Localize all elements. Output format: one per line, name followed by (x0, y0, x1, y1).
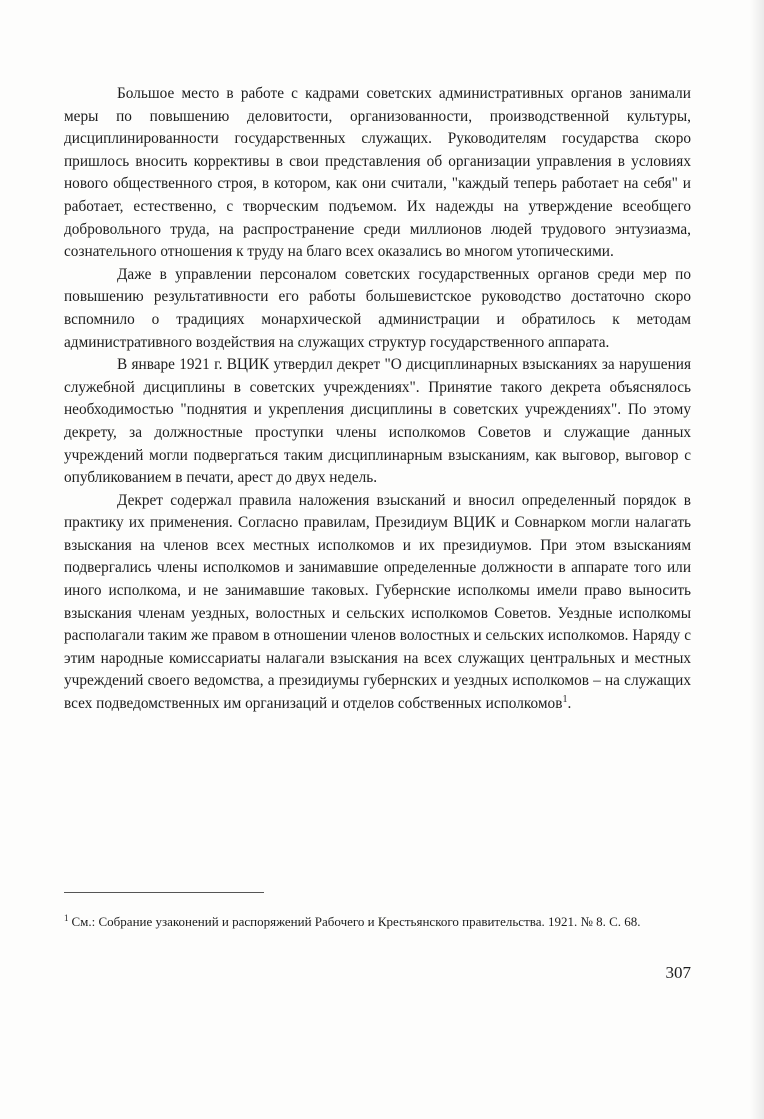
paragraph-3: В январе 1921 г. ВЦИК утвердил декрет "О дисциплинарных взысканиях за нарушения служебной дисциплины в советских учреждениях". Принятие такого декрета объяснялось необходимостью "поднятия и укрепления дисциплины в советских учреждениях". По этому декрету, за должностные проступки члены исполкомов Советов и служащие данных учреждений могли подвергаться таким дисциплинарным взысканиям, как выговор, выговор с опубликованием в печати, арест до двух недель. (64, 356, 691, 487)
main-text (64, 83, 691, 716)
paragraph-4-text: Декрет содержал правила наложения взысканий и вносил определенный порядок в практику их применения. Согласно правилам, Президиум ВЦИК и Совнарком могли налагать взыскания на членов всех местных исполкомов и их президиумов. При этом взысканиям подвергались члены исполкомов и занимавшие определенные должности в аппарате того или иного исполкома, и не занимавшие таковых. Губернские исполкомы имели право выносить взыскания членам уездных, волостных и сельских исполкомов Советов. Уездные исполкомы располагали таким же правом в отношении членов волостных и сельских исполкомов. Наряду с этим народные комиссариаты налагали взыскания на всех служащих центральных и местных учреждений своего ведомства, а президиумы губернских и уездных исполкомов – на служащих всех подведомственных им организаций и отделов собственных исполкомов (64, 491, 691, 713)
footnote (64, 911, 691, 932)
paragraph-1: Большое место в работе с кадрами советских административных органов занимали меры по повышению деловитости, организованности, производственной культуры, дисциплинированности государственных служащих. Руководителям государства скоро пришлось вносить коррективы в свои представления об организации управления в условиях нового общественного строя, в котором, как они считали, "каждый теперь работает на себя" и работает, естественно, с творческим подъемом. Их надежды на утверждение всеобщего добровольного труда, на распространение среди миллионов людей трудового энтузиазма, сознательного отношения к труду на благо всех оказались во многом утопическими. (64, 85, 691, 261)
page-number: 307 (665, 963, 691, 982)
page-edge-shadow (750, 0, 764, 1119)
paragraph-2: Даже в управлении персоналом советских государственных органов среди мер по повышению результативности его работы большевистское руководство достаточно скоро вспомнило о традициях монархической администрации и обратилось к методам административного воздействия на служащих структур государственного аппарата. (64, 265, 691, 351)
paragraph-4: Декрет содержал правила наложения взысканий и вносил определенный порядок в практику их применения. Согласно правилам, Президиум ВЦИК и Совнарком могли налагать взыскания на членов всех местных исполкомов и их президиумов. При этом взысканиям подвергались члены исполкомов и занимавшие определенные должности в аппарате того или иного исполкома, и не занимавшие таковых. Губернские исполкомы имели право выносить взыскания членам уездных, волостных и сельских исполкомов Советов. Уездные исполкомы располагали таким же правом в отношении членов волостных и сельских исполкомов. Наряду с этим народные комиссариаты налагали взыскания на всех служащих центральных и местных учреждений своего ведомства, а президиумы губернских и уездных исполкомов – на служащих всех подведомственных им организаций и отделов собственных исполкомов$^1$. (64, 491, 691, 713)
footnote-separator (64, 892, 264, 893)
footnote-reference[interactable]: 1 (562, 693, 568, 705)
footnote-marker: 1 (64, 912, 69, 923)
footnote-text: См.: Собрание узаконений и распоряжений Рабочего и Крестьянского правительства. 1921. № 8. С. 68. (71, 914, 641, 929)
